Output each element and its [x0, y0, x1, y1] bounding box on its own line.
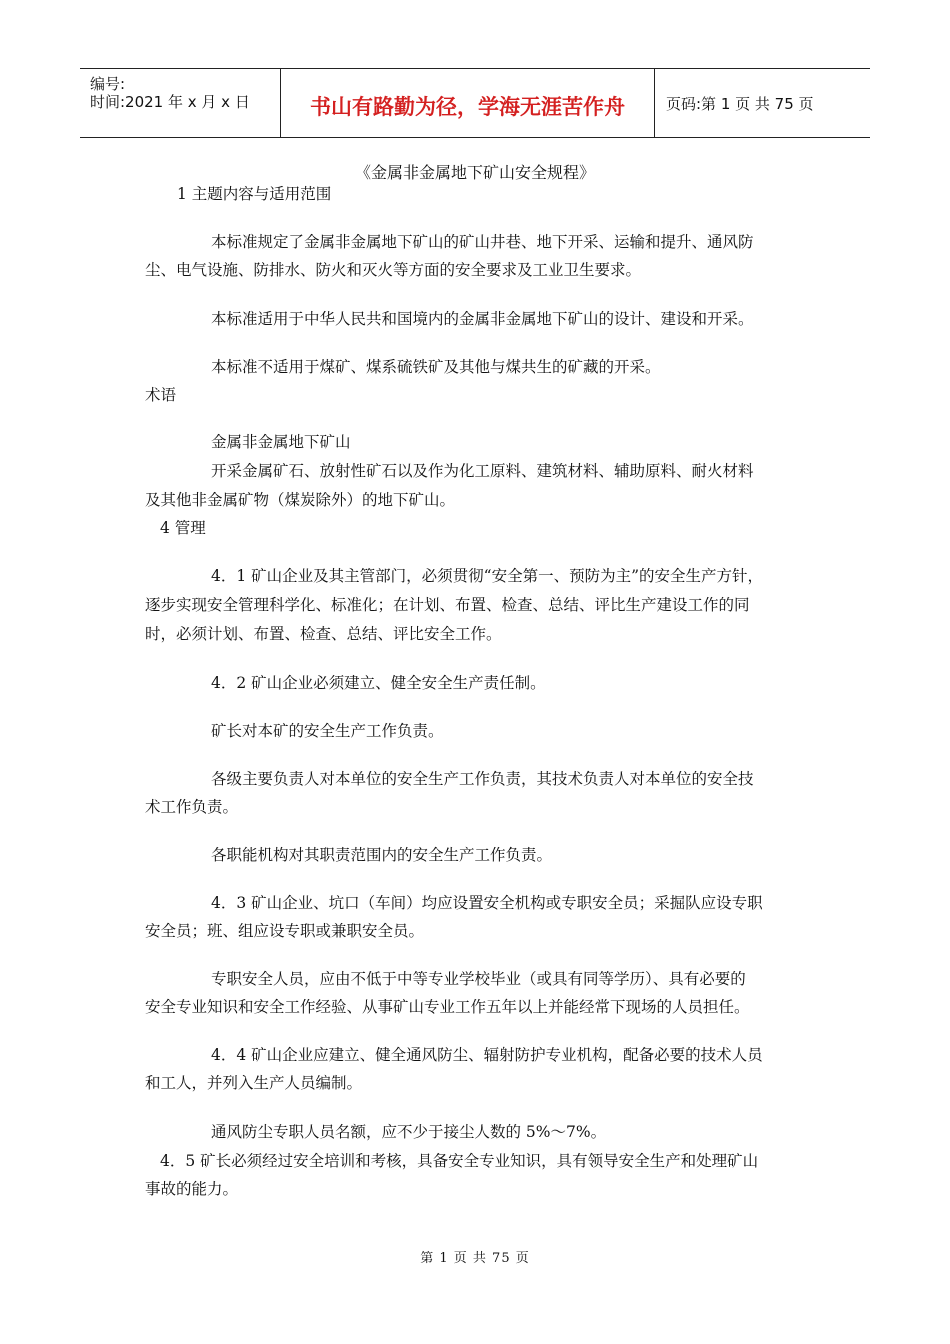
paragraph-line: 时，必须计划、布置、检查、总结、评比安全工作。: [145, 625, 502, 643]
paragraph-line: 和工人，并列入生产人员编制。: [145, 1074, 363, 1092]
paragraph-line: 专职安全人员，应由不低于中等专业学校毕业（或具有同等学历）、具有必要的: [211, 970, 746, 988]
term-heading: 金属非金属地下矿山: [211, 433, 351, 451]
section-heading: 1 主题内容与适用范围: [177, 185, 332, 203]
paragraph-line: 本标准适用于中华人民共和国境内的金属非金属地下矿山的设计、建设和开采。: [211, 310, 754, 328]
paragraph-line: 矿长对本矿的安全生产工作负责。: [211, 722, 444, 740]
header-motto-cell: [280, 69, 655, 137]
paragraph-line: 通风防尘专职人员名额，应不少于接尘人数的 5%～7%。: [211, 1123, 607, 1141]
paragraph-line: 4．4 矿山企业应建立、健全通风防尘、辐射防护专业机构，配备必要的技术人员: [211, 1046, 763, 1064]
document-time-label: 时间:2021 年 x 月 x 日: [90, 93, 250, 111]
header-meta-cell: [80, 69, 280, 137]
section-heading: 4 管理: [160, 519, 206, 537]
paragraph-line: 安全专业知识和安全工作经验、从事矿山专业工作五年以上并能经常下现场的人员担任。: [145, 998, 750, 1016]
paragraph-line: 各级主要负责人对本单位的安全生产工作负责，其技术负责人对本单位的安全技: [211, 770, 754, 788]
page-footer: 第 1 页 共 75 页: [420, 1251, 530, 1266]
paragraph-line: 4．1 矿山企业及其主管部门，必须贯彻“安全第一、预防为主”的安全生产方针，: [211, 567, 764, 585]
paragraph-line: 4．2 矿山企业必须建立、健全安全生产责任制。: [211, 674, 546, 692]
paragraph-line: 本标准规定了金属非金属地下矿山的矿山井巷、地下开采、运输和提升、通风防: [211, 233, 754, 251]
section-heading: 术语: [145, 386, 177, 404]
paragraph-line: 各职能机构对其职责范围内的安全生产工作负责。: [211, 846, 553, 864]
paragraph-line: 尘、电气设施、防排水、防火和灭火等方面的安全要求及工业卫生要求。: [145, 261, 642, 279]
paragraph-line: 逐步实现安全管理科学化、标准化；在计划、布置、检查、总结、评比生产建设工作的同: [145, 596, 750, 614]
paragraph-line: 4．5 矿长必须经过安全培训和考核，具备安全专业知识，具有领导安全生产和处理矿山: [160, 1152, 759, 1170]
document-header: [80, 68, 870, 138]
paragraph-line: 安全员；班、组应设专职或兼职安全员。: [145, 922, 425, 940]
paragraph-line: 本标准不适用于煤矿、煤系硫铁矿及其他与煤共生的矿藏的开采。: [211, 358, 661, 376]
header-page-info: 页码:第 1 页 共 75 页: [666, 95, 814, 113]
paragraph-line: 事故的能力。: [145, 1180, 239, 1198]
header-page-cell: [654, 69, 870, 137]
paragraph-line: 4．3 矿山企业、坑口（车间）均应设置安全机构或专职安全员；采掘队应设专职: [211, 894, 763, 912]
paragraph-line: 及其他非金属矿物（煤炭除外）的地下矿山。: [145, 491, 456, 509]
document-title: 《金属非金属地下矿山安全规程》: [354, 163, 595, 182]
paragraph-line: 开采金属矿石、放射性矿石以及作为化工原料、建筑材料、辅助原料、耐火材料: [211, 462, 754, 480]
header-motto: 书山有路勤为径，学海无涯苦作舟: [310, 95, 625, 119]
paragraph-line: 术工作负责。: [145, 798, 239, 816]
document-number-label: 编号:: [90, 75, 126, 93]
